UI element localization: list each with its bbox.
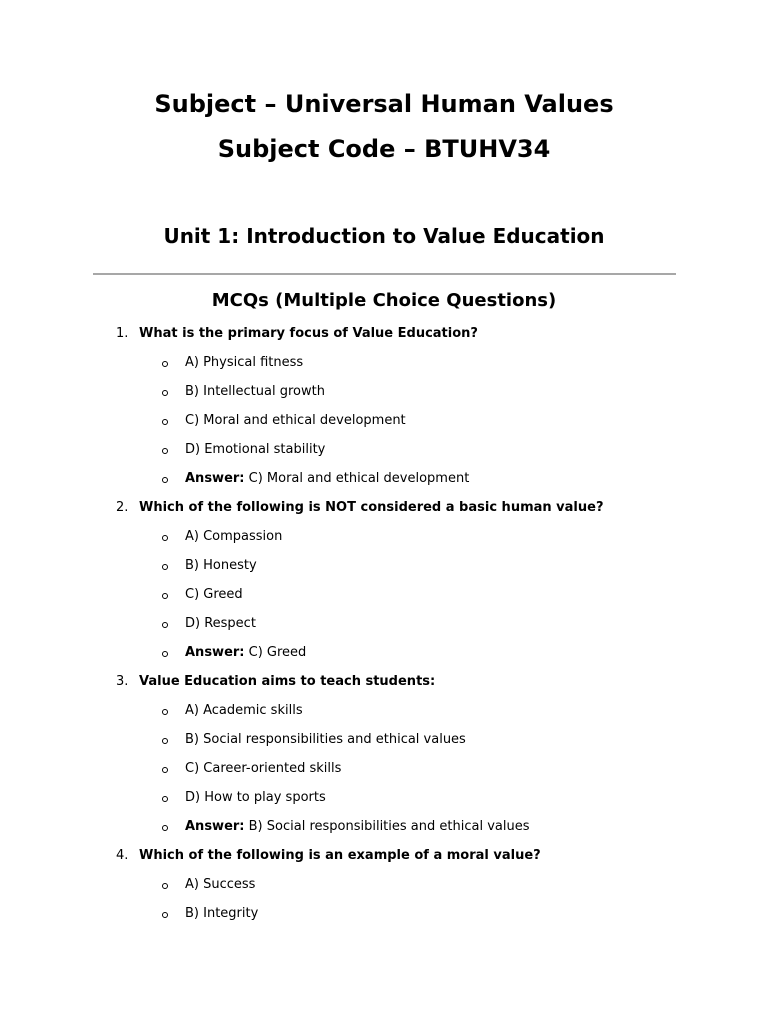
option-item bbox=[0, 526, 768, 555]
option-item bbox=[0, 874, 768, 903]
option-list bbox=[0, 352, 768, 497]
option-item bbox=[0, 613, 768, 642]
circle-bullet-icon bbox=[162, 535, 168, 541]
option-text: B) Integrity bbox=[185, 906, 259, 921]
option-text: D) Emotional stability bbox=[185, 442, 326, 457]
option-text: B) Intellectual growth bbox=[185, 384, 325, 399]
question-list bbox=[0, 323, 768, 932]
question-number: 1. bbox=[116, 326, 129, 341]
option-text: D) How to play sports bbox=[185, 790, 326, 805]
question-text: What is the primary focus of Value Education? bbox=[139, 326, 478, 341]
option-text: C) Moral and ethical development bbox=[185, 413, 406, 428]
question-text: Which of the following is an example of a moral value? bbox=[139, 848, 541, 863]
option-text: B) Honesty bbox=[185, 558, 257, 573]
circle-bullet-icon bbox=[162, 390, 168, 396]
circle-bullet-icon bbox=[162, 622, 168, 628]
section-title: MCQs (Multiple Choice Questions) bbox=[211, 290, 557, 311]
answer-text: C) Moral and ethical development bbox=[248, 471, 470, 486]
answer-label: Answer: bbox=[185, 645, 245, 660]
question-number: 3. bbox=[116, 674, 129, 689]
answer-label: Answer: bbox=[185, 471, 245, 486]
question-number: 2. bbox=[116, 500, 129, 515]
option-text: A) Success bbox=[185, 877, 256, 892]
option-text: A) Academic skills bbox=[185, 703, 303, 718]
question-item bbox=[0, 497, 768, 671]
circle-bullet-icon bbox=[162, 477, 168, 483]
option-text: C) Career-oriented skills bbox=[185, 761, 342, 776]
option-list bbox=[0, 874, 768, 932]
answer-item bbox=[0, 468, 768, 497]
circle-bullet-icon bbox=[162, 796, 168, 802]
answer-text: C) Greed bbox=[248, 645, 307, 660]
option-list bbox=[0, 526, 768, 671]
question-text: Which of the following is NOT considered a basic human value? bbox=[139, 500, 604, 515]
circle-bullet-icon bbox=[162, 419, 168, 425]
option-item bbox=[0, 758, 768, 787]
option-item bbox=[0, 700, 768, 729]
circle-bullet-icon bbox=[162, 361, 168, 367]
circle-bullet-icon bbox=[162, 593, 168, 599]
circle-bullet-icon bbox=[162, 709, 168, 715]
option-text: A) Physical fitness bbox=[185, 355, 304, 370]
question-number: 4. bbox=[116, 848, 129, 863]
option-item bbox=[0, 381, 768, 410]
unit-title: Unit 1: Introduction to Value Education bbox=[163, 224, 605, 248]
subject-code: Subject Code – BTUHV34 bbox=[217, 135, 551, 163]
circle-bullet-icon bbox=[162, 825, 168, 831]
option-item bbox=[0, 787, 768, 816]
question-item bbox=[0, 671, 768, 845]
question-text: Value Education aims to teach students: bbox=[139, 674, 436, 689]
option-item bbox=[0, 439, 768, 468]
option-text: C) Greed bbox=[185, 587, 243, 602]
circle-bullet-icon bbox=[162, 448, 168, 454]
option-item bbox=[0, 410, 768, 439]
answer-item bbox=[0, 642, 768, 671]
circle-bullet-icon bbox=[162, 883, 168, 889]
answer-label: Answer: bbox=[185, 819, 245, 834]
circle-bullet-icon bbox=[162, 564, 168, 570]
circle-bullet-icon bbox=[162, 912, 168, 918]
option-item bbox=[0, 903, 768, 932]
subject-title: Subject – Universal Human Values bbox=[154, 90, 614, 118]
circle-bullet-icon bbox=[162, 738, 168, 744]
answer-item bbox=[0, 816, 768, 845]
option-text: D) Respect bbox=[185, 616, 256, 631]
circle-bullet-icon bbox=[162, 651, 168, 657]
option-text: A) Compassion bbox=[185, 529, 283, 544]
option-list bbox=[0, 700, 768, 845]
horizontal-divider bbox=[93, 273, 676, 275]
question-item bbox=[0, 323, 768, 497]
answer-text: B) Social responsibilities and ethical values bbox=[248, 819, 530, 834]
option-item bbox=[0, 584, 768, 613]
option-item bbox=[0, 729, 768, 758]
option-text: B) Social responsibilities and ethical values bbox=[185, 732, 466, 747]
circle-bullet-icon bbox=[162, 767, 168, 773]
question-item bbox=[0, 845, 768, 932]
option-item bbox=[0, 555, 768, 584]
option-item bbox=[0, 352, 768, 381]
